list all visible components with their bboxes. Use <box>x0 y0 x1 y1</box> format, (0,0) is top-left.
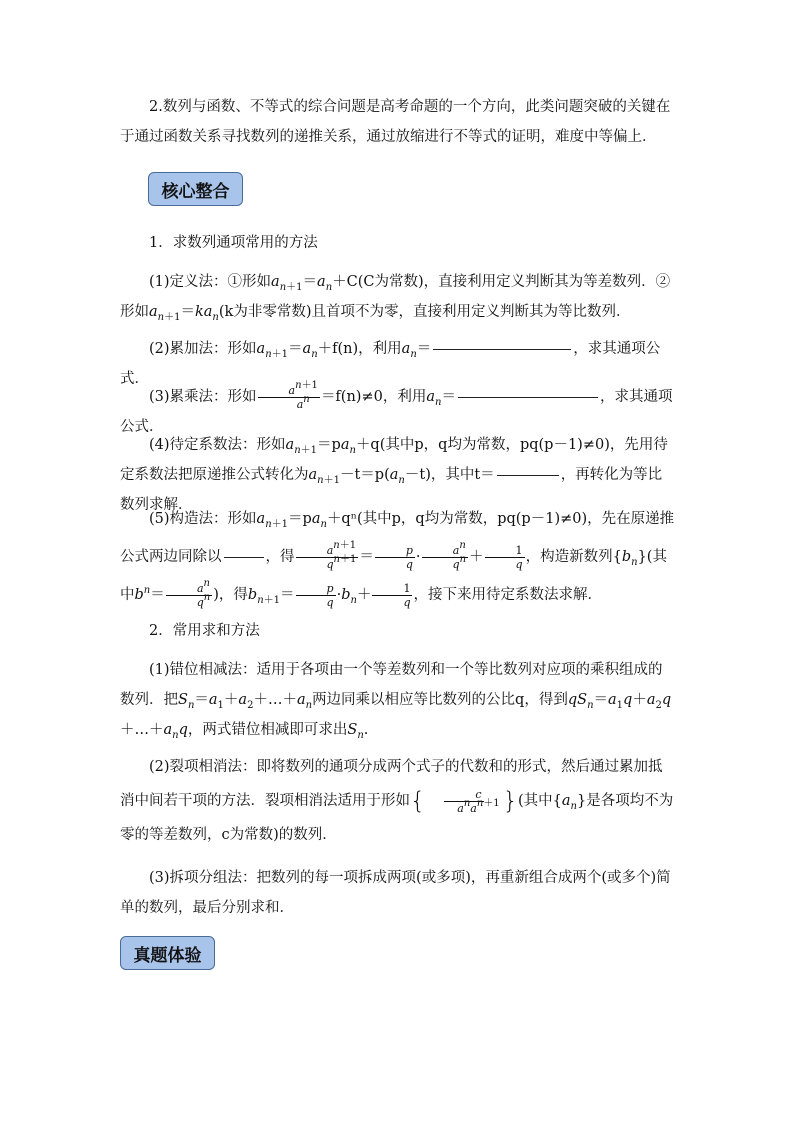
paragraph-split-group: (3)拆项分组法：把数列的每一项拆成两项(或多项)，再重新组合成两个(或多个)简单的数列，最后分别求和． <box>120 870 671 916</box>
paragraph-definition-method: (1)定义法：①形如$a_{n+1}=a_n+C(C$为常数)，直接利用定义判断其为等差数列．②形如$a_{n+1}=ka_n(k$为非零常数)且首项不为零，直接利用定义判断其为等比数列． <box>120 274 671 323</box>
paragraph-accumulate-add: (2)累加法：形如$a_{n+1}=a_n+f(n)$，利用$a_n=$ ，求其通项公式． <box>120 341 661 387</box>
paragraph-construction-method: (5)构造法：形如$a_{n+1}=pa_n+q^n$(其中p，q均为常数，pq(p－1)≠0)，先在原递推公式两边同除以 ，得 $\frac{a^{n+1}}{q^{n+1}}$ ＝ $\frac{p}{q}$ · $\frac{a^n}{q^n}$ ＋ $\frac{1}{q}$ ，构造新数列$\{b_n\}$(其中$b^n=$ $\frac{a^n}{q^n}$ )，得$b_{n+1}=$ $\frac{p}{q}$ $\cdot b_n+$ $\frac{1}{q}$ ，接下来用待定系数法求解． <box>120 511 675 609</box>
intro-paragraph: 2.数列与函数、不等式的综合问题是高考命题的一个方向，此类问题突破的关键在于通过函数关系寻找数列的递推关系，通过放缩进行不等式的证明，难度中等偏上． <box>120 99 671 145</box>
answer-blank <box>224 557 264 558</box>
subheading-summation: 2．常用求和方法 <box>149 623 260 639</box>
answer-blank <box>497 475 559 476</box>
paragraph-misaligned-subtraction: (1)错位相减法：适用于各项由一个等差数列和一个等比数列对应项的乘积组成的数列．把$S_n=a_1+a_2+\dots+a_n$两边同乘以相应等比数列的公比q，得到$qS_n=a_1q+a_2q+\dots+a_nq$，两式错位相减即可求出$S_n$. <box>120 662 672 741</box>
paragraph-undetermined-coefficients: (4)待定系数法：形如$a_{n+1}=pa_n+q$(其中p，q均为常数，pq(p－1)≠0)，先用待定系数法把原递推公式转化为$a_{n+1}-t=p(a_n-t)$，其中t＝ ，再转化为等比数列求解． <box>120 437 668 513</box>
paragraph-split-cancel: (2)裂项相消法：即将数列的通项分成两个式子的代数和的形式，然后通过累加抵消中间若干项的方法．裂项相消法适用于形如{ $\frac{c}{a^na^{n+1}}$ }(其中$\{a_n\}$是各项均不为零的等差数列，c为常数)的数列． <box>120 759 674 843</box>
subheading-general-term: 1．求数列通项常用的方法 <box>149 235 318 251</box>
fraction: $\frac{a^{n+1}}{a^n}$ <box>258 384 320 411</box>
paragraph-accumulate-multiply: (3)累乘法：形如 $\frac{a^{n+1}}{a^n}$ ＝f(n)≠0，利用$a_n=$ ，求其通项公式． <box>120 379 673 435</box>
section-heading-real-exam: 真题体验 <box>120 936 215 970</box>
answer-blank <box>458 397 598 398</box>
section-heading-core: 核心整合 <box>148 172 243 206</box>
answer-blank <box>433 349 571 350</box>
